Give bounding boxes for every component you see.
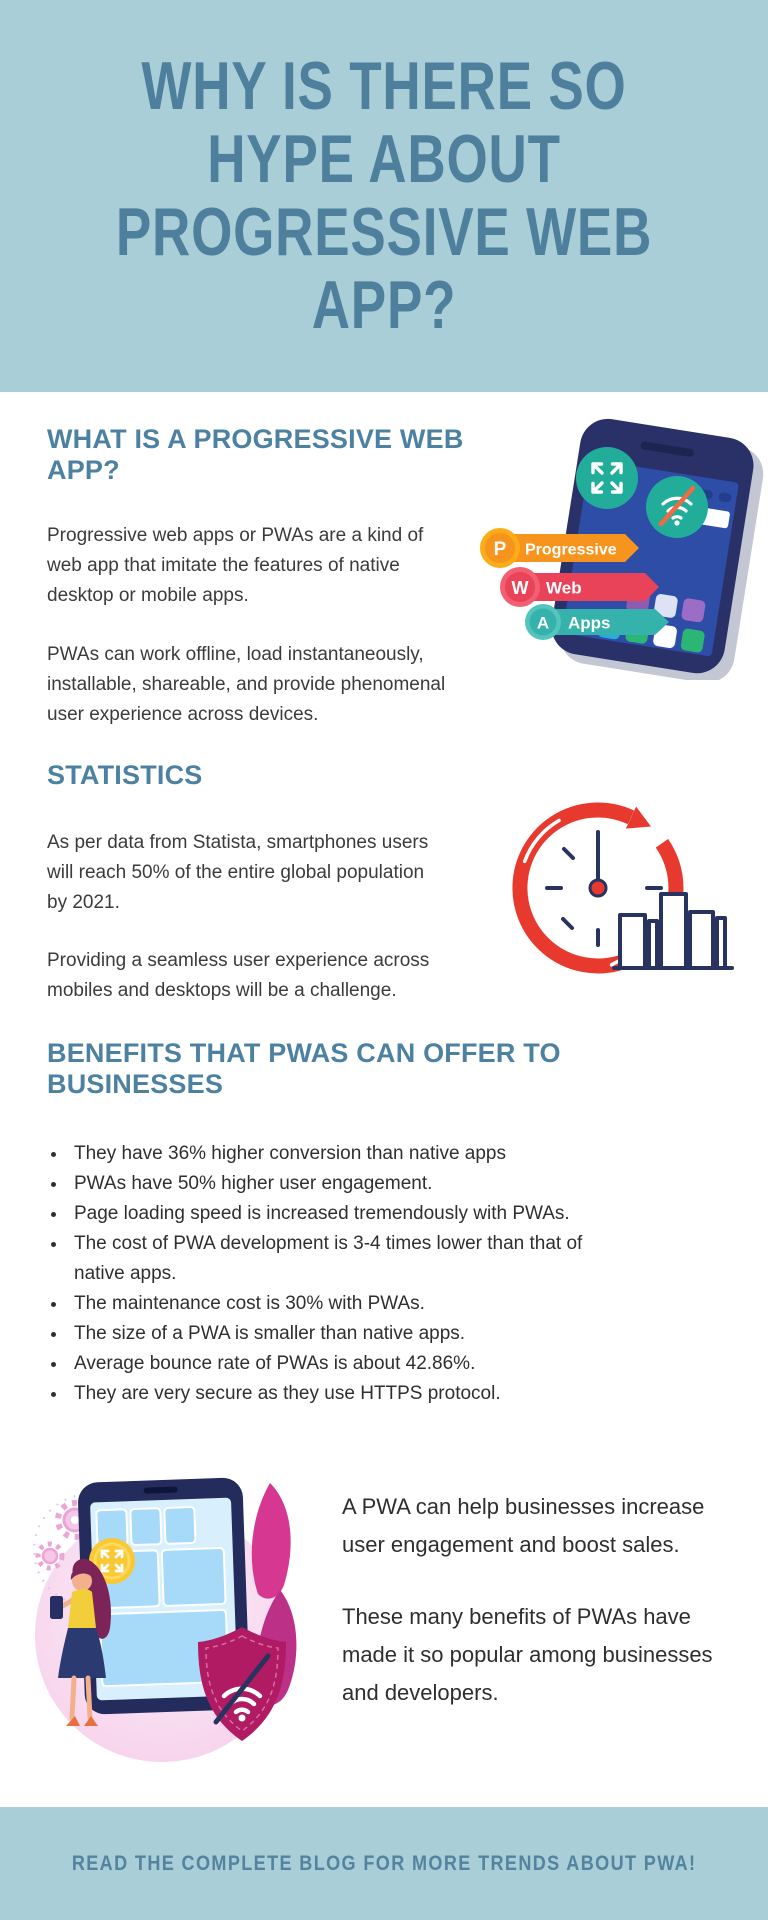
- badge-letter: P: [493, 539, 507, 560]
- text-line: user experience across devices.: [47, 704, 319, 725]
- text-line: These many benefits of PWAs have: [342, 1604, 691, 1629]
- statistics-clock-illustration: [430, 790, 760, 990]
- benefits-bullet-list: [47, 1139, 622, 1409]
- text-line: desktop or mobile apps.: [47, 585, 249, 606]
- heading-line: WHAT IS A PROGRESSIVE WEB: [47, 424, 464, 454]
- closing-paragraph-2: [342, 1598, 713, 1712]
- badge-word: Web: [546, 578, 582, 598]
- title-line-3: PROGRESSIVE WEB: [115, 194, 653, 270]
- bullet-item: • The size of a PWA is smaller than native apps.: [68, 1319, 622, 1349]
- heading-line: STATISTICS: [47, 760, 203, 790]
- offline-wifi-icon: [646, 476, 708, 538]
- text-line: As per data from Statista, smartphones users: [47, 832, 429, 853]
- title-line-1: WHY IS THERE SO: [141, 48, 627, 124]
- benefits-section-heading: [47, 1038, 561, 1100]
- text-line: made it so popular among businesses: [342, 1642, 713, 1667]
- text-line: Providing a seamless user experience across: [47, 950, 430, 971]
- footer-band: [0, 1807, 768, 1920]
- closing-text: [342, 1488, 713, 1712]
- badge-letter: A: [536, 613, 550, 633]
- bullet-item: • The cost of PWA development is 3-4 times lower than that of native apps.: [68, 1229, 622, 1289]
- bullet-item: • Average bounce rate of PWAs is about 42.86%.: [68, 1349, 622, 1379]
- text-line: PWAs can work offline, load instantaneously,: [47, 644, 424, 665]
- page-title: [0, 50, 768, 342]
- text-line: A PWA can help businesses increase: [342, 1494, 705, 1519]
- bar-chart-icon: [614, 894, 732, 968]
- text-line: by 2021.: [47, 892, 120, 913]
- offline-tablet-illustration: [30, 1450, 320, 1785]
- heading-line: APP?: [47, 455, 120, 485]
- stats-section-heading: [47, 760, 203, 791]
- badge-word: Apps: [568, 613, 611, 633]
- text-line: will reach 50% of the entire global population: [47, 862, 425, 883]
- badge-letter: W: [511, 578, 529, 598]
- badge-word: Progressive: [525, 541, 617, 559]
- bullet-item: • They are very secure as they use HTTPS protocol.: [68, 1379, 622, 1409]
- text-line: installable, shareable, and provide phenomenal: [47, 674, 446, 695]
- footer-message: READ THE COMPLETE BLOG FOR MORE TRENDS ABOUT PWA!: [71, 1851, 697, 1875]
- what-paragraph-1: [47, 521, 423, 611]
- bullet-item: • Page loading speed is increased tremendously with PWAs.: [68, 1199, 622, 1229]
- pwa-phone-illustration: [378, 400, 768, 680]
- expand-arrows-icon: [576, 447, 638, 509]
- heading-line: BENEFITS THAT PWAS CAN OFFER TO: [47, 1038, 561, 1068]
- text-line: and developers.: [342, 1680, 499, 1705]
- bullet-item: • They have 36% higher conversion than native apps: [68, 1139, 622, 1169]
- stats-paragraph-1: [47, 828, 428, 918]
- title-line-4: APP?: [311, 267, 457, 343]
- text-line: mobiles and desktops will be a challenge.: [47, 980, 397, 1001]
- stats-paragraph-2: [47, 946, 429, 1006]
- bullet-item: • The maintenance cost is 30% with PWAs.: [68, 1289, 622, 1319]
- text-line: Progressive web apps or PWAs are a kind of: [47, 525, 424, 546]
- heading-line: BUSINESSES: [47, 1069, 224, 1099]
- text-line: web app that imitate the features of native: [47, 555, 400, 576]
- bullet-item: • PWAs have 50% higher user engagement.: [68, 1169, 622, 1199]
- text-line: user engagement and boost sales.: [342, 1532, 680, 1557]
- closing-paragraph-1: [342, 1488, 713, 1564]
- title-line-2: HYPE ABOUT: [207, 121, 561, 197]
